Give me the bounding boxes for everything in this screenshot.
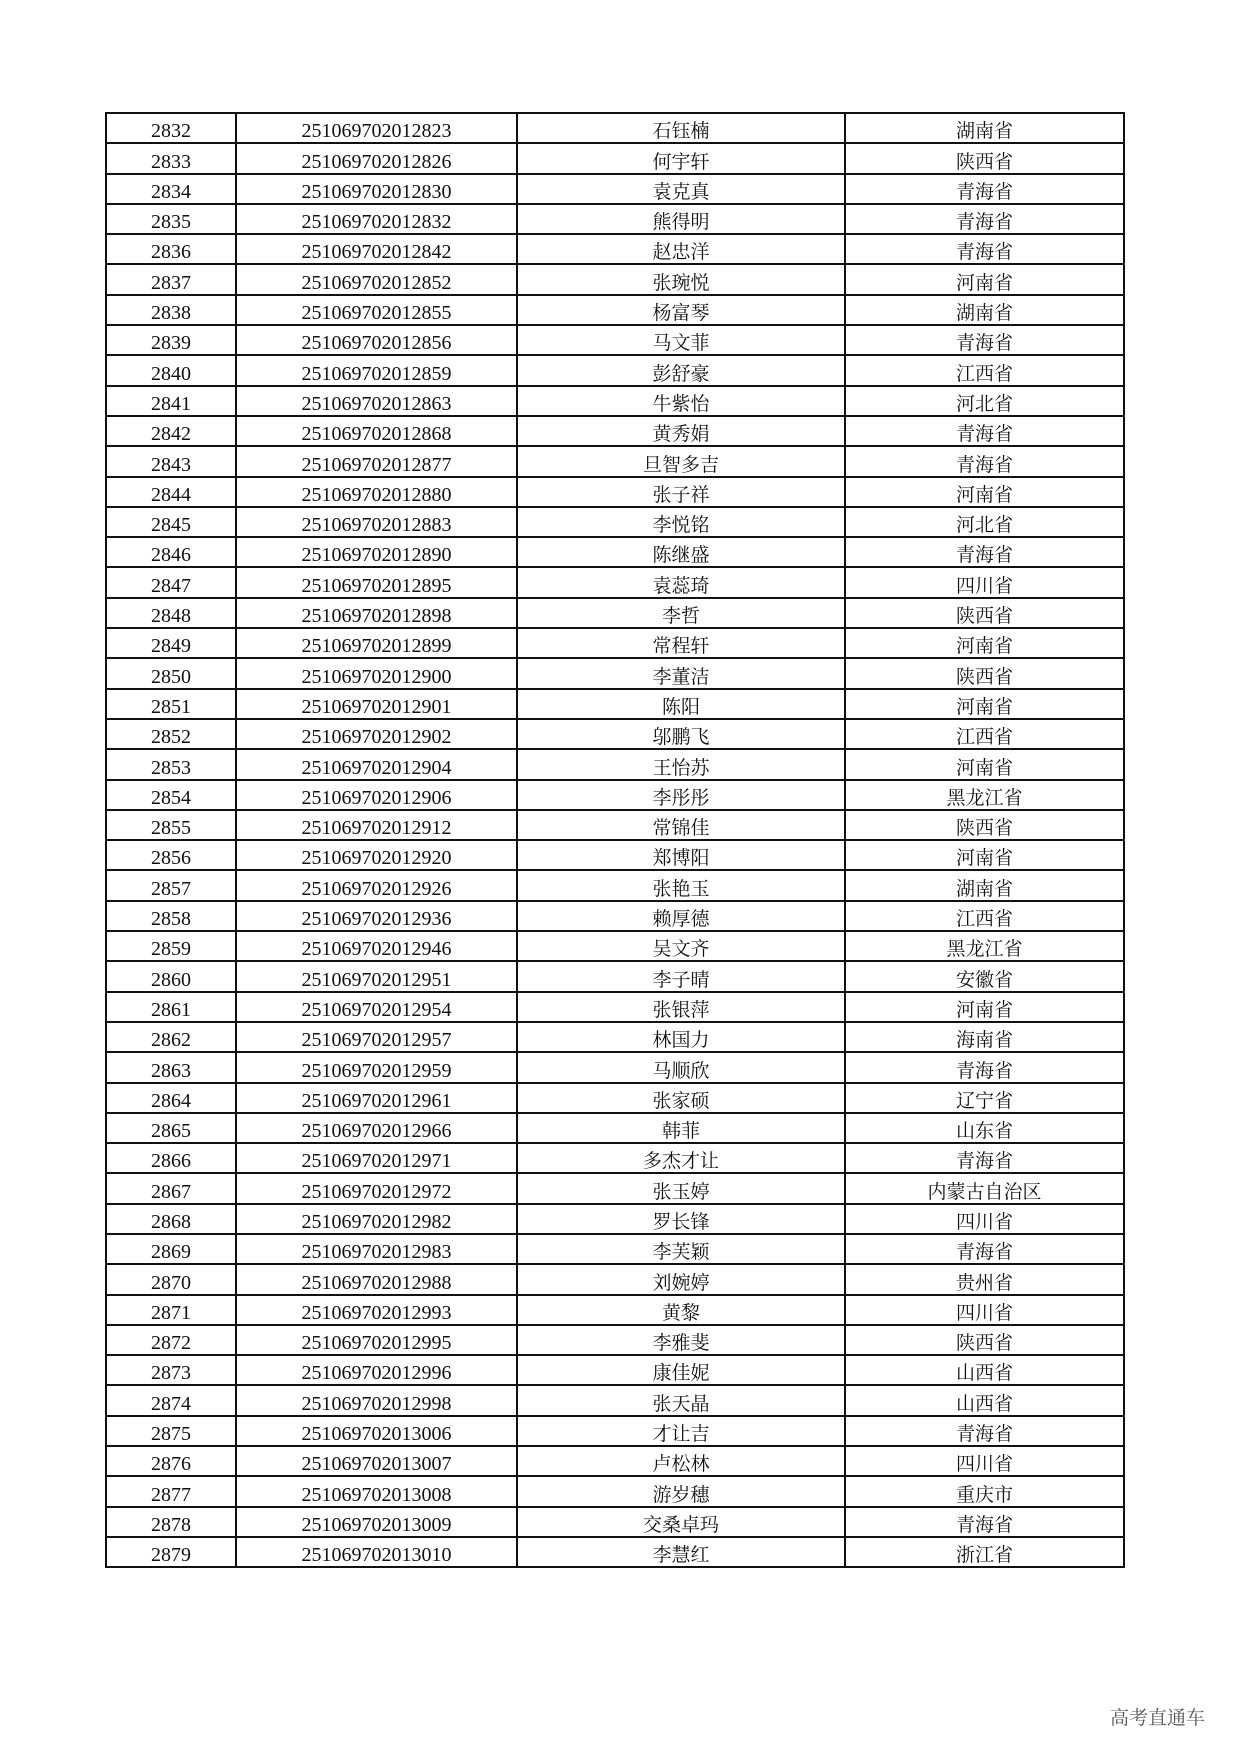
table-row [106,1295,1124,1325]
province-cell: 重庆市 [845,1476,1124,1506]
row-number-cell: 2861 [106,992,236,1022]
candidate-name-cell: 韩菲 [517,1113,845,1143]
table-row [106,174,1124,204]
row-number-cell: 2839 [106,325,236,355]
table-row [106,840,1124,870]
province-cell: 青海省 [845,174,1124,204]
province-cell: 四川省 [845,1446,1124,1476]
province-cell: 青海省 [845,1052,1124,1082]
row-number-cell: 2835 [106,204,236,234]
candidate-name-cell: 吴文齐 [517,931,845,961]
table-row [106,567,1124,597]
table-row [106,1325,1124,1355]
province-cell: 河南省 [845,749,1124,779]
table-row [106,295,1124,325]
candidate-name-cell: 旦智多吉 [517,446,845,476]
table-row [106,628,1124,658]
row-number-cell: 2875 [106,1416,236,1446]
table-row [106,1083,1124,1113]
province-cell: 黑龙江省 [845,780,1124,810]
table-row [106,1507,1124,1537]
row-number-cell: 2842 [106,416,236,446]
row-number-cell: 2851 [106,689,236,719]
row-number-cell: 2856 [106,840,236,870]
row-number-cell: 2847 [106,567,236,597]
candidate-id-cell: 251069702012898 [236,598,517,628]
row-number-cell: 2836 [106,234,236,264]
province-cell: 河北省 [845,386,1124,416]
row-number-cell: 2832 [106,113,236,143]
table-row [106,113,1124,143]
province-cell: 湖南省 [845,295,1124,325]
candidate-name-cell: 陈阳 [517,689,845,719]
table-row [106,780,1124,810]
table-row [106,1173,1124,1203]
candidate-id-cell: 251069702012823 [236,113,517,143]
province-cell: 山东省 [845,1113,1124,1143]
candidate-id-cell: 251069702013006 [236,1416,517,1446]
candidate-name-cell: 卢松林 [517,1446,845,1476]
candidate-name-cell: 袁克真 [517,174,845,204]
candidate-name-cell: 陈继盛 [517,537,845,567]
candidate-id-cell: 251069702013010 [236,1537,517,1567]
candidate-id-cell: 251069702012906 [236,780,517,810]
row-number-cell: 2833 [106,143,236,173]
province-cell: 海南省 [845,1022,1124,1052]
candidate-id-cell: 251069702012996 [236,1355,517,1385]
table-row [106,1264,1124,1294]
row-number-cell: 2848 [106,598,236,628]
province-cell: 四川省 [845,1204,1124,1234]
candidate-name-cell: 赖厚德 [517,901,845,931]
province-cell: 青海省 [845,1416,1124,1446]
province-cell: 辽宁省 [845,1083,1124,1113]
province-cell: 黑龙江省 [845,931,1124,961]
candidate-id-cell: 251069702012972 [236,1173,517,1203]
province-cell: 青海省 [845,234,1124,264]
province-cell: 陕西省 [845,1325,1124,1355]
candidate-name-cell: 黄秀娟 [517,416,845,446]
province-cell: 青海省 [845,416,1124,446]
candidate-name-cell: 熊得明 [517,204,845,234]
province-cell: 浙江省 [845,1537,1124,1567]
province-cell: 青海省 [845,1143,1124,1173]
candidate-id-cell: 251069702012863 [236,386,517,416]
candidate-id-cell: 251069702012859 [236,355,517,385]
province-cell: 江西省 [845,901,1124,931]
row-number-cell: 2874 [106,1385,236,1415]
row-number-cell: 2860 [106,961,236,991]
candidate-id-cell: 251069702012900 [236,658,517,688]
province-cell: 湖南省 [845,113,1124,143]
row-number-cell: 2868 [106,1204,236,1234]
row-number-cell: 2858 [106,901,236,931]
candidate-name-cell: 常程轩 [517,628,845,658]
province-cell: 江西省 [845,355,1124,385]
province-cell: 安徽省 [845,961,1124,991]
province-cell: 青海省 [845,446,1124,476]
candidate-name-cell: 康佳妮 [517,1355,845,1385]
candidate-name-cell: 何宇轩 [517,143,845,173]
table-row [106,416,1124,446]
row-number-cell: 2834 [106,174,236,204]
candidate-name-cell: 张银萍 [517,992,845,1022]
row-number-cell: 2857 [106,870,236,900]
candidate-id-cell: 251069702012926 [236,870,517,900]
table-row [106,992,1124,1022]
province-cell: 山西省 [845,1385,1124,1415]
table-row [106,1476,1124,1506]
row-number-cell: 2872 [106,1325,236,1355]
candidate-name-cell: 赵忠洋 [517,234,845,264]
candidate-name-cell: 张玉婷 [517,1173,845,1203]
candidate-id-cell: 251069702012899 [236,628,517,658]
candidate-name-cell: 常锦佳 [517,810,845,840]
row-number-cell: 2838 [106,295,236,325]
table-row [106,1355,1124,1385]
candidate-id-cell: 251069702012971 [236,1143,517,1173]
table-row [106,1234,1124,1264]
row-number-cell: 2866 [106,1143,236,1173]
row-number-cell: 2869 [106,1234,236,1264]
candidate-name-cell: 张琬悦 [517,264,845,294]
candidate-name-cell: 彭舒豪 [517,355,845,385]
candidate-id-cell: 251069702012954 [236,992,517,1022]
table-row [106,1385,1124,1415]
candidate-id-cell: 251069702012904 [236,749,517,779]
candidate-id-cell: 251069702012883 [236,507,517,537]
candidate-id-cell: 251069702013009 [236,1507,517,1537]
table-row [106,264,1124,294]
candidate-name-cell: 李彤彤 [517,780,845,810]
province-cell: 河南省 [845,628,1124,658]
watermark: 高考直通车 [1110,1707,1206,1729]
row-number-cell: 2844 [106,477,236,507]
table-row [106,901,1124,931]
row-number-cell: 2870 [106,1264,236,1294]
row-number-cell: 2845 [106,507,236,537]
candidate-name-cell: 石钰楠 [517,113,845,143]
table-row [106,204,1124,234]
table-row [106,143,1124,173]
candidate-name-cell: 罗长锋 [517,1204,845,1234]
candidate-id-cell: 251069702012832 [236,204,517,234]
province-cell: 陕西省 [845,658,1124,688]
candidate-id-cell: 251069702012957 [236,1022,517,1052]
province-cell: 陕西省 [845,143,1124,173]
candidate-id-cell: 251069702012830 [236,174,517,204]
candidate-name-cell: 刘婉婷 [517,1264,845,1294]
row-number-cell: 2843 [106,446,236,476]
table-row [106,1446,1124,1476]
table-row [106,325,1124,355]
candidate-name-cell: 袁蕊琦 [517,567,845,597]
province-cell: 贵州省 [845,1264,1124,1294]
province-cell: 内蒙古自治区 [845,1173,1124,1203]
row-number-cell: 2867 [106,1173,236,1203]
table-body [106,113,1124,1567]
candidate-id-cell: 251069702012877 [236,446,517,476]
table-row [106,355,1124,385]
row-number-cell: 2855 [106,810,236,840]
candidate-name-cell: 李哲 [517,598,845,628]
candidate-id-cell: 251069702012890 [236,537,517,567]
candidate-id-cell: 251069702012826 [236,143,517,173]
province-cell: 陕西省 [845,598,1124,628]
row-number-cell: 2840 [106,355,236,385]
candidate-id-cell: 251069702012901 [236,689,517,719]
candidate-id-cell: 251069702012868 [236,416,517,446]
table-row [106,1022,1124,1052]
row-number-cell: 2879 [106,1537,236,1567]
row-number-cell: 2859 [106,931,236,961]
candidate-name-cell: 李雅斐 [517,1325,845,1355]
candidate-id-cell: 251069702012855 [236,295,517,325]
candidate-id-cell: 251069702012902 [236,719,517,749]
candidate-id-cell: 251069702012920 [236,840,517,870]
table-row [106,810,1124,840]
candidate-id-cell: 251069702012856 [236,325,517,355]
province-cell: 河南省 [845,477,1124,507]
table-row [106,446,1124,476]
candidate-id-cell: 251069702012988 [236,1264,517,1294]
table-row [106,689,1124,719]
province-cell: 青海省 [845,325,1124,355]
table-row [106,386,1124,416]
table-row [106,1537,1124,1567]
candidate-name-cell: 李子晴 [517,961,845,991]
row-number-cell: 2873 [106,1355,236,1385]
candidate-id-cell: 251069702012961 [236,1083,517,1113]
table-row [106,870,1124,900]
candidate-name-cell: 王怡苏 [517,749,845,779]
candidate-id-cell: 251069702012912 [236,810,517,840]
province-cell: 青海省 [845,204,1124,234]
province-cell: 湖南省 [845,870,1124,900]
candidate-name-cell: 林国力 [517,1022,845,1052]
table-row [106,658,1124,688]
candidate-name-cell: 黄黎 [517,1295,845,1325]
candidate-name-cell: 游岁穗 [517,1476,845,1506]
province-cell: 四川省 [845,567,1124,597]
row-number-cell: 2876 [106,1446,236,1476]
province-cell: 山西省 [845,1355,1124,1385]
row-number-cell: 2837 [106,264,236,294]
candidate-id-cell: 251069702012966 [236,1113,517,1143]
candidate-name-cell: 多杰才让 [517,1143,845,1173]
row-number-cell: 2864 [106,1083,236,1113]
candidate-name-cell: 杨富琴 [517,295,845,325]
row-number-cell: 2877 [106,1476,236,1506]
row-number-cell: 2849 [106,628,236,658]
province-cell: 河南省 [845,992,1124,1022]
candidate-id-cell: 251069702012982 [236,1204,517,1234]
candidate-name-cell: 张天晶 [517,1385,845,1415]
province-cell: 河南省 [845,689,1124,719]
table-row [106,598,1124,628]
candidate-name-cell: 马文菲 [517,325,845,355]
table-row [106,931,1124,961]
table-row [106,719,1124,749]
table-row [106,477,1124,507]
candidate-id-cell: 251069702012983 [236,1234,517,1264]
row-number-cell: 2846 [106,537,236,567]
candidate-name-cell: 牛紫怡 [517,386,845,416]
table-row [106,1416,1124,1446]
candidate-name-cell: 郑博阳 [517,840,845,870]
admission-list-table [105,112,1125,1568]
candidate-name-cell: 张艳玉 [517,870,845,900]
row-number-cell: 2862 [106,1022,236,1052]
table-row [106,1113,1124,1143]
province-cell: 江西省 [845,719,1124,749]
province-cell: 河南省 [845,840,1124,870]
row-number-cell: 2841 [106,386,236,416]
candidate-id-cell: 251069702012993 [236,1295,517,1325]
candidate-id-cell: 251069702013007 [236,1446,517,1476]
candidate-id-cell: 251069702012852 [236,264,517,294]
candidate-name-cell: 李芙颖 [517,1234,845,1264]
candidate-id-cell: 251069702012946 [236,931,517,961]
row-number-cell: 2854 [106,780,236,810]
candidate-id-cell: 251069702012936 [236,901,517,931]
table-row [106,234,1124,264]
province-cell: 河北省 [845,507,1124,537]
table-row [106,507,1124,537]
candidate-name-cell: 李董洁 [517,658,845,688]
candidate-id-cell: 251069702012842 [236,234,517,264]
candidate-id-cell: 251069702013008 [236,1476,517,1506]
row-number-cell: 2878 [106,1507,236,1537]
province-cell: 青海省 [845,537,1124,567]
candidate-id-cell: 251069702012998 [236,1385,517,1415]
row-number-cell: 2852 [106,719,236,749]
candidate-name-cell: 交桑卓玛 [517,1507,845,1537]
table-row [106,1052,1124,1082]
row-number-cell: 2853 [106,749,236,779]
province-cell: 四川省 [845,1295,1124,1325]
candidate-id-cell: 251069702012895 [236,567,517,597]
row-number-cell: 2865 [106,1113,236,1143]
candidate-name-cell: 李慧红 [517,1537,845,1567]
province-cell: 青海省 [845,1507,1124,1537]
candidate-name-cell: 张子祥 [517,477,845,507]
row-number-cell: 2871 [106,1295,236,1325]
row-number-cell: 2850 [106,658,236,688]
province-cell: 河南省 [845,264,1124,294]
province-cell: 青海省 [845,1234,1124,1264]
candidate-name-cell: 张家硕 [517,1083,845,1113]
candidate-id-cell: 251069702012995 [236,1325,517,1355]
table-row [106,1143,1124,1173]
row-number-cell: 2863 [106,1052,236,1082]
province-cell: 陕西省 [845,810,1124,840]
candidate-id-cell: 251069702012880 [236,477,517,507]
table-row [106,961,1124,991]
candidate-name-cell: 邬鹏飞 [517,719,845,749]
table-row [106,749,1124,779]
table-row [106,1204,1124,1234]
table-row [106,537,1124,567]
candidate-name-cell: 李悦铭 [517,507,845,537]
candidate-name-cell: 才让吉 [517,1416,845,1446]
candidate-id-cell: 251069702012959 [236,1052,517,1082]
candidate-id-cell: 251069702012951 [236,961,517,991]
candidate-name-cell: 马顺欣 [517,1052,845,1082]
